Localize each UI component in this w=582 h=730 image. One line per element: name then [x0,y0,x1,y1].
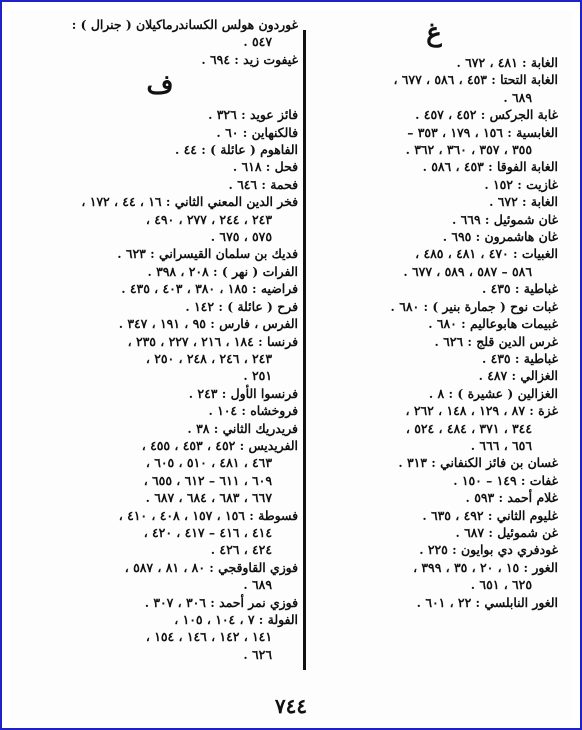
entry-continuation: ٤٢٤ ، ٤٢٦ . [210,542,272,558]
index-entry [310,193,558,210]
index-entry [22,176,298,193]
index-entry [310,367,558,384]
index-entry [310,333,558,350]
entry-text: فديك بن سلمان القيسراني : ٦٢٣ . [117,246,298,262]
entry-text: الغابة : ٦٧٢ . [489,194,558,210]
entry-text: الغزالي : ٤٨٧ . [478,368,558,384]
entry-text: فخر الدين المعني الثاني : ١٦ ، ٤٤ ، ١٧٢ ، [81,194,298,210]
entry-text: غازيت : ١٥٢ . [484,176,558,192]
index-entry [22,315,298,332]
entry-text: غان شموئيل : ٦٦٩ . [452,211,558,227]
entry-text: غسان بن فائز الكنفاني : ٣١٣ . [398,455,558,471]
index-entry [310,54,558,71]
entry-text: غليوم الثاني : ٤٩٢ ، ٦٣٥ . [422,507,558,523]
index-entry [22,559,298,594]
index-entry [310,124,558,159]
entry-text: الفريديس : ٤٥٢ ، ٤٥٣ ، ٤٥٥ ، [141,437,298,453]
continued-entry-list [22,16,298,68]
entry-text: غوردون هولس الكساندرماكيلان ( جنرال ) : [71,17,298,32]
index-entry [22,280,298,297]
index-entry [310,489,558,506]
index-entry [310,71,558,106]
entry-continuation: ٦٥٦ ، ٦٦٦ . [470,437,532,453]
entry-text: غان هاشمرون : ٦٩٥ . [442,229,558,245]
entry-continuation: ٦٨٩ . [243,577,272,593]
index-entry [310,524,558,541]
entry-text: الفرس ، فارس : ٩٥ ، ١٩١ ، ٣٤٧ . [118,316,298,332]
entry-text: غفات : ١٤٩ – ١٥٠ . [453,472,558,488]
page-number: ٧٤٤ [274,694,308,718]
entry-text: فحل : ٦١٨ . [232,159,298,175]
index-entry [310,541,558,558]
index-entry [310,472,558,489]
index-column-right [310,16,558,611]
index-entry [310,402,558,454]
entry-text: غلام أحمد : ٥٩٣ . [465,490,558,506]
entry-continuation: ٦٢٦ . [243,646,272,662]
index-entry [310,280,558,297]
entry-text: فروخشاه : ١٠٤ . [208,403,298,419]
entry-text: غباطية : ٤٣٥ . [481,350,558,366]
entry-continuation: ٦٦٧ ، ٦٨٣ ، ٦٨٤ ، ٦٨٧ . [145,490,272,506]
index-entry [22,193,298,245]
index-entry [22,402,298,419]
entry-text: الغابة : ٤٨١ ، ٦٧٢ . [456,55,558,70]
section-letter-heading: غ [426,18,442,48]
entry-text: فوزي نمر أحمد : ٣٠٦ ، ٣٠٧ . [144,594,298,610]
entry-continuation: ٢٥١ . [243,368,272,384]
entry-text: غباطية : ٤٣٥ . [481,281,558,297]
entry-continuation: ٥٤٧ . [243,34,272,50]
entry-text: غبيمات هابوعاليم : ٦٨٠ . [428,316,558,332]
entry-text: الفاهوم ( عائلة ) : ٤٤ . [174,142,298,158]
index-entry [310,454,558,471]
index-entry [22,437,298,507]
entry-text: الغور النابلسي : ٢٢ ، ٦٠١ . [416,594,558,610]
index-entry [310,507,558,524]
entry-continuation: ٥٧٥ ، ٦٧٥ . [210,229,272,245]
index-entry [310,385,558,402]
index-entry [22,106,298,123]
index-entry [22,298,298,315]
entry-text: الغور : ١٥ ، ٢٠ ، ٣٥ ، ٣٩٩ ، [413,559,558,575]
index-entry [22,158,298,175]
entry-text: فحمة : ٦٤٦ . [228,176,298,192]
entry-text: فريدريك الثاني : ٣٨ . [187,420,298,436]
entry-text: غرس الدين قلج : ٦٢٦ . [434,333,558,349]
index-entry [310,298,558,315]
entry-continuation: ٤٦٣ ، ٤٨١ ، ٥١٠ ، ٦٠٥ ، [145,455,272,471]
index-entry [310,315,558,332]
entry-continuation: ٢٤٣ ، ٢٤٤ ، ٢٧٧ ، ٤٩٠ ، [145,211,272,227]
index-entry [310,106,558,123]
entry-continuation: ٢٤٣ ، ٢٤٦ ، ٢٤٨ ، ٢٥٠ ، [145,350,272,366]
entry-continuation: ٦٨٩ . [503,89,532,105]
entry-text: الغابة الفوقا : ٤٥٣ ، ٥٨٦ . [422,159,558,175]
section-letter-heading: ف [146,70,174,101]
entry-text: الغابة التحتا : ٤٥٣ ، ٥٨٦ ، ٦٧٧ ، [393,72,558,88]
index-entry [22,385,298,402]
index-column-left [22,16,298,663]
entry-text: الفرات ( نهر ) : ٢٠٨ ، ٣٩٨ . [147,263,298,279]
entry-text: فالكنهاين : ٦٠ . [216,124,298,140]
entry-continuation: ٦٢٥ ، ٦٥١ . [470,577,532,593]
index-entry [22,16,298,51]
entry-text: فرنسا : ١٨٤ ، ٢١٦ ، ٢٢٧ ، ٢٣٥ ، [127,333,298,349]
entry-text: الفولة : ٧ ، ١٠٤ ، ١٠٥ ، [174,612,298,627]
entry-continuation: ٥٨٦ – ٥٨٧ ، ٥٨٩ ، ٦٧٧ . [403,263,532,279]
index-entry [310,158,558,175]
entry-text: الغبيات : ٤٧٠ ، ٤٨١ ، ٤٨٥ ، [415,246,558,262]
entry-text: فرح ( عائلة ) : ١٤٢ . [185,298,298,314]
entry-continuation: ١٤١ ، ١٤٢ ، ١٤٦ ، ١٥٤ ، [145,629,272,645]
entry-text: فرنسوا الأول : ٢٤٣ . [188,385,298,401]
entry-text: الغزالين ( عشيرة ) : ٨ . [428,385,558,401]
index-entry [22,333,298,385]
entry-text: غابة الجركس : ٤٥٢ ، ٤٥٧ . [415,107,558,123]
index-entry [22,141,298,158]
book-index-page [10,10,572,720]
index-entry [310,228,558,245]
index-entry [22,51,298,68]
index-entry [22,245,298,262]
entry-text: غن شموئيل : ٦٨٧ . [455,524,558,540]
entry-continuation: ٦٠٩ ، ٦١١ – ٦١٢ ، ٦٥٥ ، [143,472,272,488]
entry-continuation: ٣٥٥ ، ٣٥٧ ، ٣٦٠ ، ٣٦٢ . [405,142,532,158]
index-entry [22,124,298,141]
index-entry [310,594,558,611]
entry-list [22,106,298,663]
entry-text: غيفوت زيد : ٦٩٤ . [201,51,298,67]
entry-text: غبات نوح ( جمارة بنير ) : ٦٨٠ . [390,298,558,314]
index-entry [22,507,298,559]
index-entry [22,263,298,280]
entry-text: فراضيه : ١٨٥ ، ٣٨٠ ، ٤٠٣ ، ٤٣٥ . [121,281,298,297]
entry-text: فسوطة : ١٥٦ ، ١٥٧ ، ٤٠٨ ، ٤١٠ ، [118,507,298,523]
index-entry [22,420,298,437]
index-entry [310,176,558,193]
entry-text: غزة : ٨٧ ، ١٢٩ ، ١٤٨ ، ٢٦٢ ، [405,403,558,419]
entry-text: الغابسية : ١٥٦ ، ١٧٩ ، ٣٥٣ – [407,124,558,140]
index-entry [310,211,558,228]
column-divider [303,30,306,670]
index-entry [310,350,558,367]
entry-text: فائز عويد : ٣٢٦ . [208,107,298,123]
entry-continuation: ٤١٤ ، ٤١٦ – ٤١٧ ، ٤٢٠ ، [143,524,272,540]
index-entry [310,245,558,280]
entry-continuation: ٣٤٤ ، ٣٧١ ، ٤٨٤ ، ٥٢٤ ، [405,420,532,436]
index-entry [22,594,298,611]
entry-text: غودفري دي بوايون : ٢٢٥ . [419,542,558,558]
entry-list [310,54,558,611]
entry-text: فوزي القاوقجي : ٨٠ ، ٨١ ، ٥٨٧ ، [124,559,298,575]
index-entry [310,559,558,594]
index-entry [22,611,298,663]
